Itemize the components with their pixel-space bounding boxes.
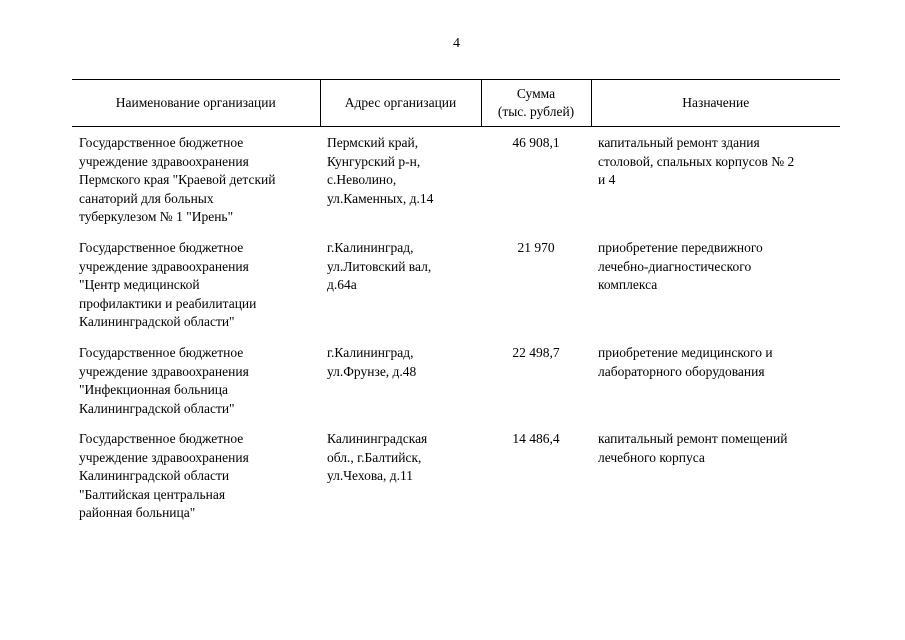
table-body: [72, 127, 840, 527]
cell-organization: Государственное бюджетное учреждение здравоохранения Калининградской области "Балтийская центральная районная больница": [79, 431, 249, 520]
header-sum: Сумма (тыс. рублей): [481, 80, 591, 127]
table-row: [72, 426, 840, 526]
cell-address: Калининградская обл., г.Балтийск, ул.Чехова, д.11: [327, 431, 428, 483]
cell-sum: 14 486,4: [512, 431, 560, 446]
cell-address: г.Калининград, ул.Фрунзе, д.48: [327, 345, 417, 379]
table-row: [72, 235, 840, 340]
cell-sum: 46 908,1: [512, 135, 560, 150]
table-row: [72, 340, 840, 426]
cell-address: Пермский край, Кунгурский р-н, с.Неволино, ул.Каменных, д.14: [327, 135, 434, 206]
cell-purpose: приобретение медицинского и лабораторного оборудования: [598, 345, 773, 379]
table-header-row: [72, 80, 840, 127]
table-header: [72, 80, 840, 127]
page-number: 4: [453, 36, 460, 51]
cell-purpose: приобретение передвижного лечебно-диагностического комплекса: [598, 240, 763, 292]
cell-sum: 21 970: [517, 240, 555, 255]
header-address: Адрес организации: [320, 80, 481, 127]
table-row: [72, 127, 840, 236]
funding-table: [72, 79, 840, 526]
header-purpose: Назначение: [591, 80, 840, 127]
cell-organization: Государственное бюджетное учреждение здравоохранения "Центр медицинской профилактики и реабилитации Калининградской области": [79, 240, 257, 329]
header-organization: Наименование организации: [72, 80, 320, 127]
cell-organization: Государственное бюджетное учреждение здравоохранения Пермского края "Краевой детский санаторий для больных туберкулезом № 1 "Ирень": [79, 135, 276, 224]
cell-purpose: капитальный ремонт помещений лечебного корпуса: [598, 431, 788, 465]
cell-address: г.Калининград, ул.Литовский вал, д.64а: [327, 240, 432, 292]
cell-purpose: капитальный ремонт здания столовой, спальных корпусов № 2 и 4: [598, 135, 795, 187]
cell-organization: Государственное бюджетное учреждение здравоохранения "Инфекционная больница Калининградской области": [79, 345, 249, 416]
cell-sum: 22 498,7: [512, 345, 560, 360]
